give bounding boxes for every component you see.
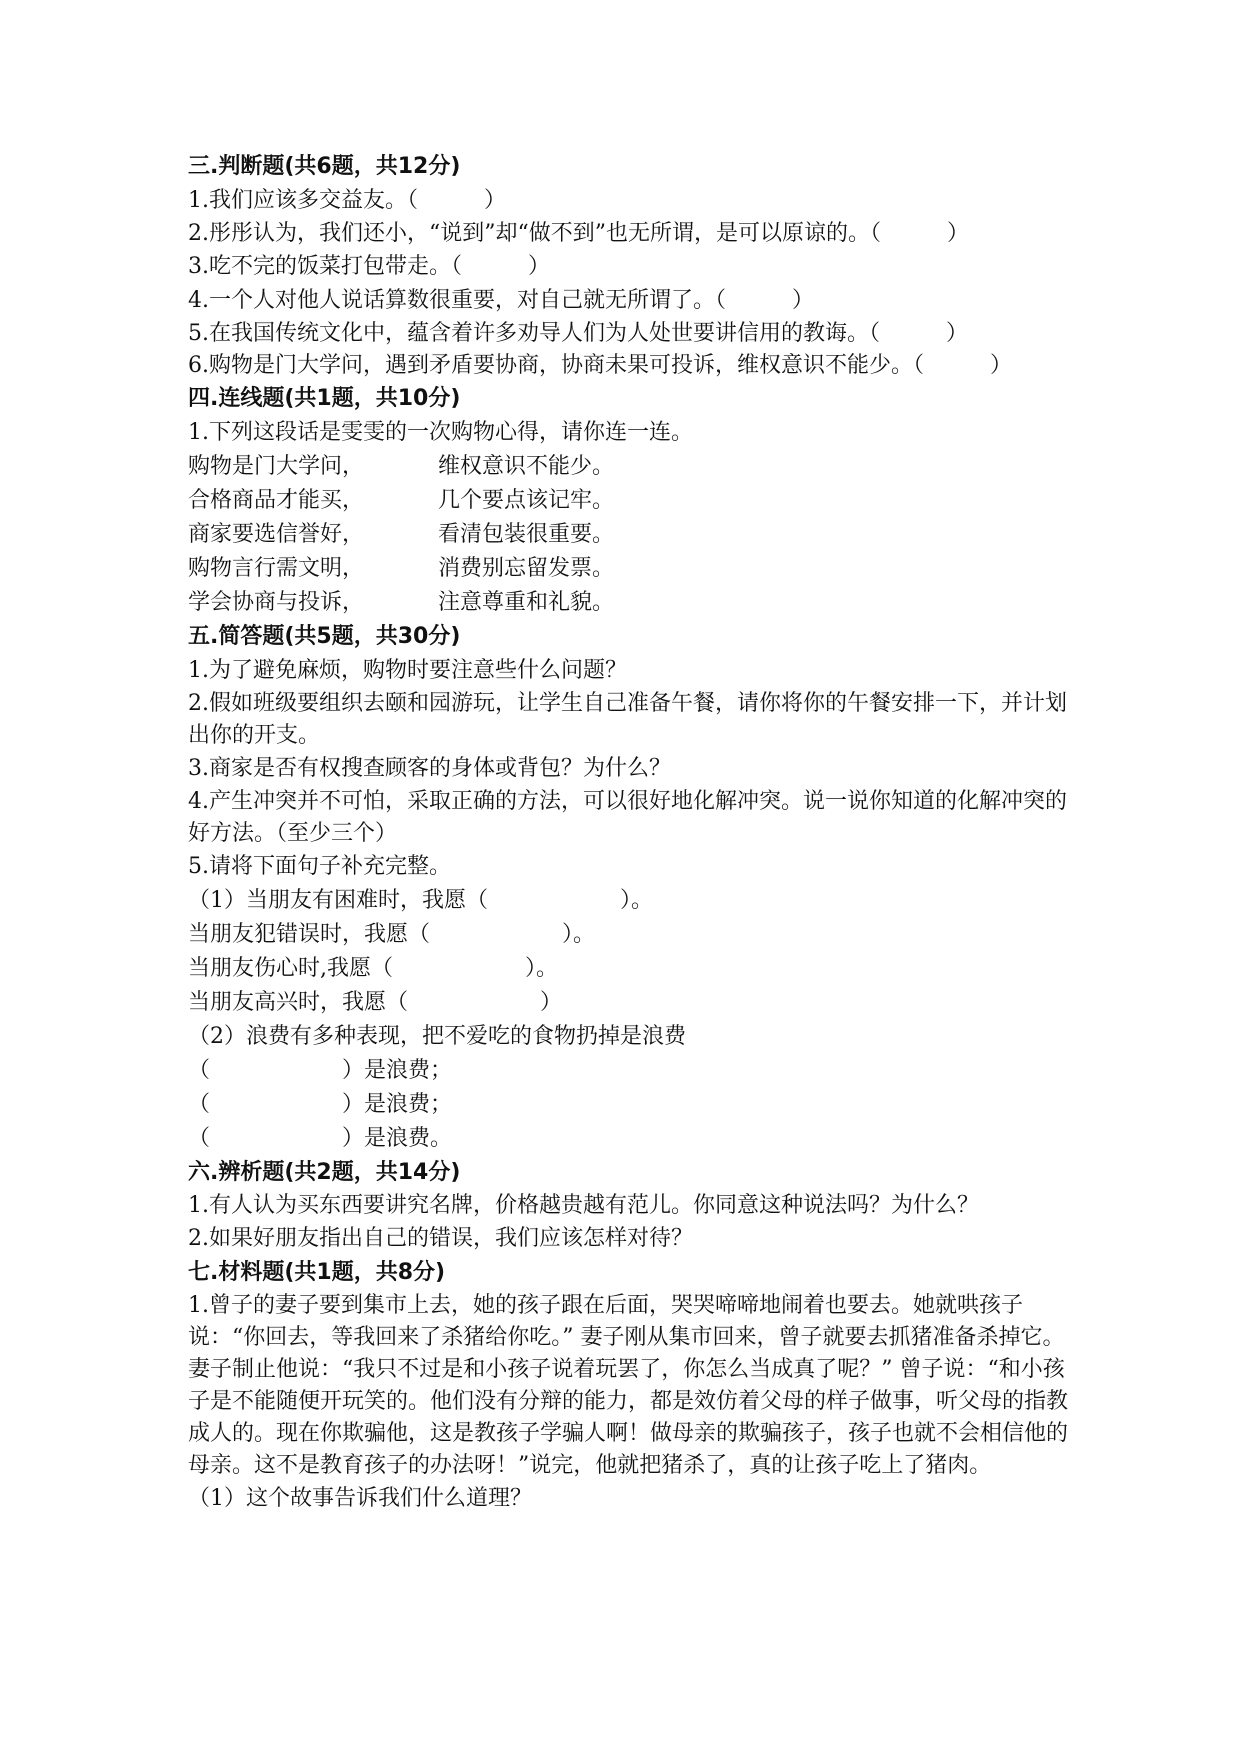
match-left: 购物言行需文明， (188, 556, 365, 581)
match-pair (188, 484, 1068, 518)
match-right: 几个要点该记牢。 (438, 488, 615, 513)
s3-item-2: 2.彤彤认为，我们还小，“说到”却“做不到”也无所谓，是可以原谅的。（ ） (188, 221, 969, 246)
s3-item-5: 5.在我国传统文化中，蕴含着许多劝导人们为人处世要讲信用的教诲。（ ） (188, 321, 968, 346)
match-pair (188, 552, 1068, 586)
match-right: 看清包装很重要。 (438, 522, 615, 547)
s5-fill-4: 当朋友高兴时，我愿（ ） (188, 990, 563, 1015)
section-7-title: 七.材料题(共1题，共8分) (188, 1260, 446, 1285)
s7-passage: 1.曾子的妻子要到集市上去，她的孩子跟在后面，哭哭啼啼地闹着也要去。她就哄孩子说：“你回去，等我回来了杀猪给你吃。” 妻子刚从集市回来，曾子就要去抓猪准备杀掉它。妻子制止他说：“我只不过是和小孩子说着玩罢了，你怎么当成真了呢？” 曾子说：“和小孩子是不能随便开玩笑的。他们没有分辩的能力，都是效仿着父母的样子做事，听父母的指教成人的。现在你欺骗他，这是教孩子学骗人啊！做母亲的欺骗孩子，孩子也就不会相信他的母亲。这不是教育孩子的办法呀！”说完，他就把猪杀了，真的让孩子吃上了猪肉。 (188, 1293, 1069, 1478)
match-left: 合格商品才能买， (188, 488, 365, 513)
match-right: 注意尊重和礼貌。 (438, 590, 615, 615)
s5-item-1: 1.为了避免麻烦，购物时要注意些什么问题？ (188, 658, 627, 683)
s5-fill-6: （ ）是浪费； (188, 1058, 453, 1083)
section-3-title: 三.判断题(共6题，共12分) (188, 154, 461, 179)
s5-item-3: 3.商家是否有权搜查顾客的身体或背包？为什么？ (188, 756, 671, 781)
s5-fill-5: （2）浪费有多种表现，把不爱吃的食物扔掉是浪费 (188, 1024, 686, 1049)
s3-item-3: 3.吃不完的饭菜打包带走。（ ） (188, 254, 550, 279)
match-pair (188, 450, 1068, 484)
match-pair (188, 586, 1068, 620)
s5-item-2: 2.假如班级要组织去颐和园游玩，让学生自己准备午餐，请你将你的午餐安排一下，并计划出你的开支。 (188, 691, 1067, 748)
s3-item-1: 1.我们应该多交益友。（ ） (188, 188, 506, 213)
s4-intro: 1.下列这段话是雯雯的一次购物心得，请你连一连。 (188, 420, 693, 445)
section-5-title: 五.简答题(共5题，共30分) (188, 624, 461, 649)
s5-fill-8: （ ）是浪费。 (188, 1126, 453, 1151)
match-right: 维权意识不能少。 (438, 454, 615, 479)
s5-item-4: 4.产生冲突并不可怕，采取正确的方法，可以很好地化解冲突。说一说你知道的化解冲突的好方法。（至少三个） (188, 789, 1067, 846)
s7-question: （1）这个故事告诉我们什么道理？ (188, 1486, 532, 1511)
match-right: 消费别忘留发票。 (438, 556, 615, 581)
s3-item-4: 4.一个人对他人说话算数很重要，对自己就无所谓了。（ ） (188, 288, 814, 313)
s6-item-1: 1.有人认为买东西要讲究名牌，价格越贵越有范儿。你同意这种说法吗？为什么？ (188, 1193, 979, 1218)
match-left: 商家要选信誉好， (188, 522, 365, 547)
s6-item-2: 2.如果好朋友指出自己的错误，我们应该怎样对待？ (188, 1226, 693, 1251)
s3-item-6: 6.购物是门大学问，遇到矛盾要协商，协商未果可投诉，维权意识不能少。（ ） (188, 353, 1012, 378)
exam-page (188, 150, 1068, 1516)
match-pair (188, 518, 1068, 552)
match-left: 学会协商与投诉， (188, 590, 365, 615)
s5-item-5: 5.请将下面句子补充完整。 (188, 854, 451, 879)
match-left: 购物是门大学问， (188, 454, 365, 479)
section-4-title: 四.连线题(共1题，共10分) (188, 386, 461, 411)
s5-fill-1: （1）当朋友有困难时，我愿（ ）。 (188, 888, 653, 913)
s5-fill-7: （ ）是浪费； (188, 1092, 453, 1117)
s5-fill-2: 当朋友犯错误时，我愿（ ）。 (188, 922, 596, 947)
section-6-title: 六.辨析题(共2题，共14分) (188, 1160, 461, 1185)
s5-fill-3: 当朋友伤心时,我愿（ ）。 (188, 956, 558, 981)
